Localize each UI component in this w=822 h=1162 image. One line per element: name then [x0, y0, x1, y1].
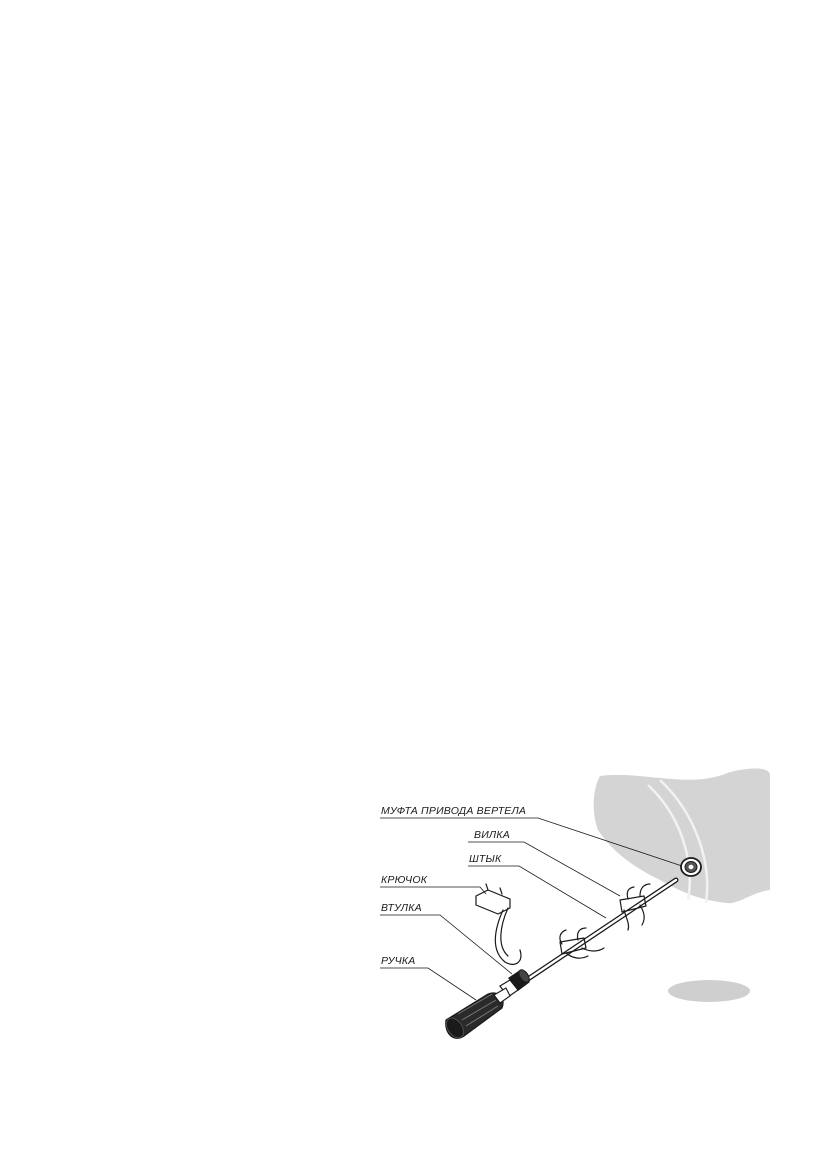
- label-handle: РУЧКА: [381, 955, 416, 967]
- label-hook: КРЮЧОК: [381, 874, 428, 886]
- handle-drawing: [443, 988, 510, 1041]
- spit-rod: [504, 880, 676, 995]
- coupling-drawing: [681, 858, 701, 876]
- hook-drawing: [476, 884, 521, 964]
- label-coupling: МУФТА ПРИВОДА ВЕРТЕЛА: [381, 805, 527, 817]
- label-bushing: ВТУЛКА: [381, 902, 422, 914]
- oven-wall: [594, 768, 770, 903]
- label-fork: ВИЛКА: [474, 829, 510, 841]
- oval-shadow: [668, 980, 750, 1002]
- label-spit: ШТЫК: [469, 853, 502, 865]
